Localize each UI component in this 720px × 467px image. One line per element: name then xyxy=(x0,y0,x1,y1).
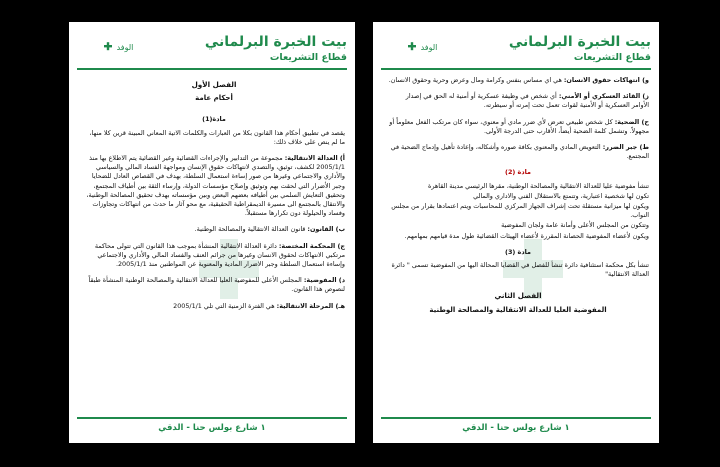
article-heading: مادة (3) xyxy=(505,247,531,256)
article-text: ويكون لأعضاء المفوضية الحصانة المقررة لأعضاء الهيئات القضائية طول مدة قيامهم بمهامهم. xyxy=(404,231,649,240)
chapter-heading: الفصل الثاني xyxy=(494,291,542,301)
header-rule xyxy=(77,68,347,70)
footer-rule xyxy=(381,417,651,419)
document-page-left xyxy=(69,22,355,443)
chapter-title: أحكام عامة xyxy=(195,94,233,103)
definition-item: ز) القائد العسكري أو الأمني: أي شخص في وظيفة عسكرية أو أمنية له الحق في إصدار الأوامر العسكرية أو الأمنية لقوات تعمل تحت إمرته أو سيطرته. xyxy=(405,92,649,110)
brand xyxy=(205,34,347,64)
definition-item: هـ) المرحلة الانتقالية: هي الفترة الزمنية التي تلي 2005/1/1 xyxy=(173,301,345,310)
page-footer xyxy=(373,417,659,443)
definition-item: د) المفوضية: المجلس الأعلى للمفوضية العليا للعدالة الانتقالية والمصالحة الوطنية المنشأة طبقاً لنصوص هذا القانون. xyxy=(88,276,345,294)
page-header xyxy=(373,22,659,74)
logo-text: الوفد xyxy=(420,43,438,52)
brand-subtitle: قطاع التشريعات xyxy=(573,52,651,63)
page-header xyxy=(69,22,355,74)
chapter-heading: الفصل الأول xyxy=(191,80,237,89)
logo-text: الوفد xyxy=(116,43,134,52)
document-page-right xyxy=(373,22,659,443)
header-rule xyxy=(381,68,651,70)
footer-rule xyxy=(77,417,347,419)
definition-item: ط) جبر الضرر: التعويض المادي والمعنوي بكافة صوره وأشكاله، وإعادة تأهيل وإدماج الضحية في المجتمع. xyxy=(390,143,649,161)
article-heading: مادة(1) xyxy=(202,115,226,124)
definition-item: و) انتهاكات حقوق الانسان: هي اي مساس بنفس وكرامة ومال وعرض وحرية وحقوق الانسان. xyxy=(388,76,649,84)
footer-address: ١ شارع بولس حنا - الدقي xyxy=(158,423,266,433)
wafd-logo-icon xyxy=(89,34,137,60)
footer-address: ١ شارع بولس حنا - الدقي xyxy=(462,423,570,433)
page-content xyxy=(387,76,649,413)
brand-title: بيت الخبرة البرلماني xyxy=(204,34,347,50)
brand-title: بيت الخبرة البرلماني xyxy=(508,34,651,50)
definition-item: ج) المحكمة المختصة: دائرة العدالة الانتقالية المنشأة بموجب هذا القانون التي تتولى محاكمة مرتكبي الانتهاكات لحقوق الانسان وغيرها من جرائم العنف والفساد المالي والأداري والاجتماعي وإساءة استعمال السلطة وجبر الاضرار المادية والمعنوية عن المواطنين منذ 2005/1/1. xyxy=(94,241,345,269)
article-text: وتتكون من المجلس الأعلى وأمانة عامة ولجان المفوضية xyxy=(501,221,649,230)
article-text: تكون لها شخصية اعتبارية، وتتمتع بالاستقلال الفني والاداري والمالي xyxy=(473,191,649,200)
brand-subtitle: قطاع التشريعات xyxy=(269,52,347,63)
article-text: ويكون لها ميزانية مستقلة تحت إشراف الجهاز المركزي للمحاسبات ويتم اعتمادها بقرار من مجلس النواب. xyxy=(391,202,649,220)
definition-item: أ) العدالة الانتقالية: مجموعة من التدابير والإجراءات القضائية وغير القضائية يتم الاطلاع بها منذ 2005/1/1 لكشف، توثيق، والتصدي لانتهاكات حقوق الإنسان ومواجهة الفساد المالي والسياسي والأداري والاجتماعي وغيرها من صور إساءة استعمال السلطة، بهدف في القصاص العادل للضحايا وجبر الأضرار التي لحقت بهم وتوثيق وإصلاح مؤسسات الدولة، وإرساء الثقة بين أطياف المجتمع، وتحقيق التعايش السلمي بين أطيافه بعضهم البعض وبين مؤسساته بهدف تحقيق المصالحة الوطنية، والانتقال بالمجتمع الى مسيرة الديمقراطية الحقيقية، مع محو آثار ما حدث من انتهاكات وتجاوزات وفساد والحيلولة دون تكرارها مستقبلاً. xyxy=(86,154,345,218)
page-footer xyxy=(69,417,355,443)
brand xyxy=(509,34,651,64)
definition-item: ح) الضحية: كل شخص طبيعي تعرض لأي ضرر مادي أو معنوي، سواء كان مرتكب الفعل معلوماً أو مجهولاً. وتشمل كلمة الضحية أيضاً، الأقارب حتى الدرجة الأولى. xyxy=(389,117,649,135)
article-text: تنشأ مفوضية عليا للعدالة الانتقالية والمصالحة الوطنية، مقرها الرئيسي مدينة القاهرة xyxy=(428,181,649,190)
wafd-logo-icon xyxy=(393,34,441,60)
article-heading: مادة (2) xyxy=(505,168,531,177)
chapter-title: المفوضية العليا للعدالة الانتقالية والمصالحة الوطنية xyxy=(429,305,607,314)
definition-item: ب) القانون: قانون العدالة الانتقالية والمصالحة الوطنية. xyxy=(194,225,345,234)
article-intro: يقصد في تطبيق أحكام هذا القانون بكلا من العبارات والكلمات الاتية المعاني المبينة قرين كلا منها، ما لم ينص على خلاف ذلك: xyxy=(89,128,345,146)
page-content xyxy=(83,76,345,413)
article-text: تنشأ بكل محكمة استئنافية دائرة تنشأ للفصل في القضايا المحالة اليها من المفوضية تسمى " دائرة العدالة الانتقالية" xyxy=(391,261,649,279)
